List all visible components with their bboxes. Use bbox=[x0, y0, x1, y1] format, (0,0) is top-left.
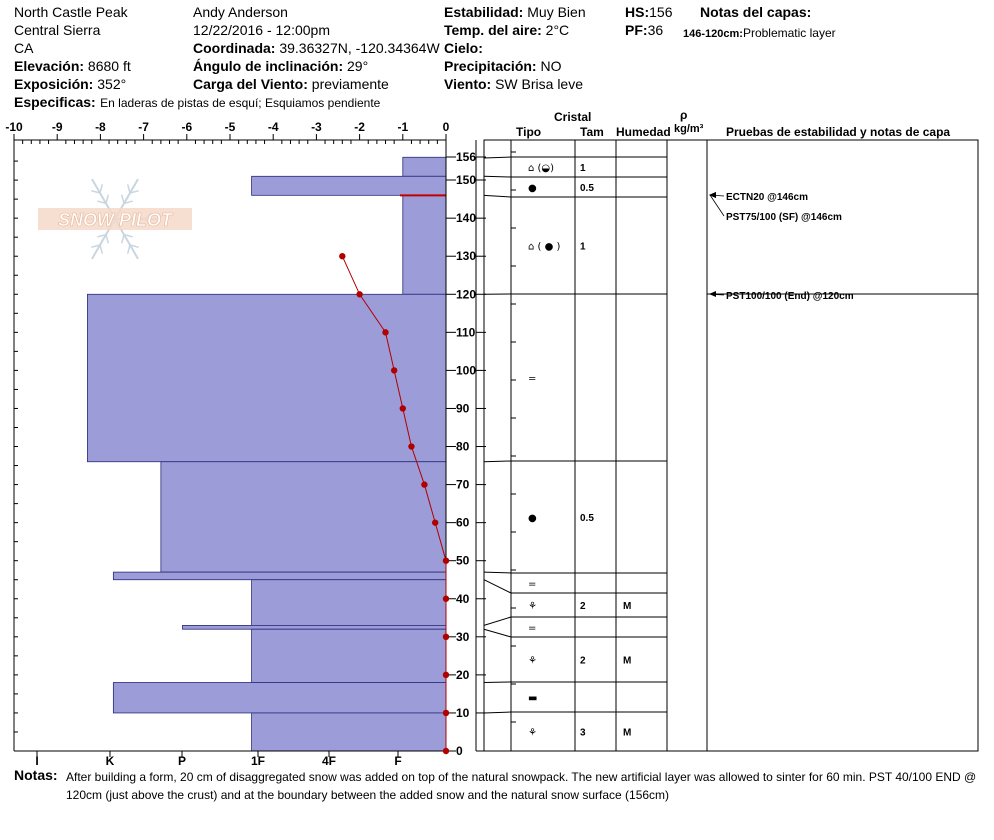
pf-label: PF: bbox=[625, 22, 648, 38]
logo-text: SNOW PILOT bbox=[58, 210, 172, 230]
layer-crystal-size: 2 bbox=[580, 601, 586, 612]
hardness-bar bbox=[161, 462, 446, 572]
tests-header: Pruebas de estabilidad y notas de capa bbox=[726, 125, 951, 139]
coordinates-label: Coordinada: bbox=[193, 40, 276, 56]
hardness-tick-label: F bbox=[394, 754, 402, 768]
layer-connector bbox=[484, 629, 511, 637]
elevation-value: 8680 ft bbox=[87, 58, 131, 74]
hardness-tick-label: 1F bbox=[250, 754, 266, 768]
incline-label: Ángulo de inclinación: bbox=[193, 58, 344, 74]
height-tick-label: 120 bbox=[456, 287, 477, 302]
temp-tick-label: -1 bbox=[397, 120, 409, 134]
temp-tick-label: -3 bbox=[311, 120, 322, 134]
layer-crystal-type: ⚘ bbox=[528, 601, 537, 612]
hardness-bar bbox=[113, 682, 446, 712]
layer-connector bbox=[484, 617, 511, 625]
height-tick-label: 150 bbox=[456, 173, 477, 187]
hardness-bar bbox=[113, 572, 446, 580]
layer-connector bbox=[484, 176, 511, 177]
wind-load-label: Carga del Viento: bbox=[193, 76, 308, 92]
height-tick-label: 30 bbox=[456, 629, 470, 644]
date-time: 12/22/2016 - 12:00pm bbox=[193, 22, 330, 38]
temperature-point bbox=[443, 710, 449, 716]
snowflake-branch bbox=[106, 195, 108, 204]
hardness-bar bbox=[403, 157, 446, 176]
layer-connector bbox=[484, 157, 511, 158]
hs-value: 156 bbox=[649, 4, 673, 20]
temperature-point bbox=[421, 481, 427, 487]
temperature-point bbox=[443, 748, 449, 754]
stability-test-label: PST75/100 (SF) @146cm bbox=[726, 212, 842, 223]
temperature-point bbox=[432, 519, 438, 525]
temperature-point bbox=[443, 634, 449, 640]
layer-note-text: Problematic layer bbox=[742, 26, 836, 40]
wind-load-value: previamente bbox=[311, 76, 389, 92]
height-tick-label: 110 bbox=[456, 325, 476, 340]
sky-label: Cielo: bbox=[444, 40, 483, 56]
hardness-bar bbox=[252, 629, 446, 682]
stability-label: Estabilidad: bbox=[444, 4, 524, 20]
snowflake-branch bbox=[122, 235, 124, 244]
state: CA bbox=[14, 40, 34, 56]
temp-tick-label: -7 bbox=[138, 120, 149, 134]
layer-crystal-size: 0.5 bbox=[580, 513, 594, 524]
notes-label: Notas: bbox=[14, 767, 58, 783]
layer-crystal-type: ⌂ ( ● ) bbox=[528, 241, 561, 253]
hardness-tick-label: P bbox=[177, 754, 187, 768]
layer-crystal-type: = bbox=[528, 579, 537, 590]
layer-crystal-type: ⌂ (◒) bbox=[528, 163, 555, 174]
height-tick-label: 0 bbox=[456, 744, 463, 758]
stability-test-pointer bbox=[710, 195, 724, 216]
air-temp-label: Temp. del aire: bbox=[444, 22, 542, 38]
layer-crystal-size: 0.5 bbox=[580, 183, 594, 194]
table-border bbox=[484, 140, 978, 751]
layer-crystal-size: 1 bbox=[580, 163, 586, 174]
temperature-point bbox=[443, 672, 449, 678]
crystal-header: Cristal bbox=[554, 110, 592, 124]
aspect-label: Exposición: bbox=[14, 76, 94, 92]
specifics-value: En laderas de pistas de esquí; Esquiamos pendiente bbox=[100, 96, 381, 110]
layer-connector bbox=[484, 580, 511, 593]
moisture-header: Humedad bbox=[616, 125, 671, 139]
height-tick-label: 40 bbox=[456, 591, 470, 606]
layer-crystal-size: 3 bbox=[580, 727, 586, 739]
height-tick-label: 100 bbox=[456, 363, 477, 378]
snowflake-branch bbox=[122, 195, 124, 204]
aspect-value: 352° bbox=[97, 76, 127, 92]
temperature-point bbox=[356, 291, 362, 297]
coordinates-value: 39.36327N, -120.34364W bbox=[279, 40, 440, 56]
height-tick-label: 80 bbox=[456, 439, 470, 454]
temperature-point bbox=[443, 558, 449, 564]
location-name: North Castle Peak bbox=[14, 4, 128, 20]
height-tick-label: 10 bbox=[456, 705, 470, 720]
observer: Andy Anderson bbox=[193, 4, 288, 20]
stability-value: Muy Bien bbox=[527, 4, 586, 20]
hardness-profile bbox=[87, 157, 446, 751]
snowflake-branch bbox=[128, 245, 130, 254]
type-header: Tipo bbox=[516, 125, 542, 139]
temperature-point bbox=[443, 596, 449, 602]
air-temp-value: 2°C bbox=[545, 22, 570, 38]
layer-crystal-type: ⚘ bbox=[528, 727, 537, 739]
layer-crystal-type: ▬ bbox=[528, 693, 538, 704]
pf-value: 36 bbox=[647, 22, 664, 38]
snowflake-branch bbox=[106, 235, 108, 244]
precip-label: Precipitación: bbox=[444, 58, 537, 74]
height-tick-label: 156 bbox=[456, 150, 477, 164]
layer-crystal-size: 1 bbox=[580, 241, 586, 253]
layer-crystal-type: ⚘ bbox=[528, 655, 537, 667]
density-unit: kg/m³ bbox=[674, 123, 704, 135]
temp-tick-label: -4 bbox=[267, 120, 279, 134]
notes-text: After building a form, 20 cm of disaggregated snow was added on top of the natural snowpack. The new artificial layer was allowed to sinter for 60 min. PST 40/100 END @ 120cm (just above the crust) and at the boundary between the added snow and the natural snow surface (156cm) bbox=[66, 770, 977, 802]
temperature-point bbox=[382, 329, 388, 335]
precip-value: NO bbox=[540, 58, 562, 74]
temp-tick-label: -2 bbox=[354, 120, 365, 134]
hardness-tick-label: I bbox=[35, 754, 39, 768]
snowflake-branch bbox=[128, 184, 130, 193]
layer-moisture: M bbox=[623, 601, 632, 612]
hardness-tick-label: K bbox=[105, 754, 115, 768]
layer-crystal-type: = bbox=[528, 623, 537, 634]
stability-test-label: ECTN20 @146cm bbox=[726, 192, 809, 203]
stability-tests bbox=[709, 192, 854, 302]
layer-moisture: M bbox=[623, 655, 632, 667]
stability-test-arrow bbox=[709, 291, 716, 297]
stability-test-label: PST100/100 (End) @120cm bbox=[726, 291, 854, 302]
temp-tick-label: -5 bbox=[224, 120, 236, 134]
layer-moisture: M bbox=[623, 727, 632, 739]
temperature-point bbox=[391, 367, 397, 373]
temp-tick-label: -9 bbox=[51, 120, 63, 134]
temperature-point bbox=[408, 443, 414, 449]
layer-notes-label: Notas del capas: bbox=[700, 4, 812, 20]
layer-crystal-type: ● bbox=[528, 513, 537, 524]
layer-crystal-size: 2 bbox=[580, 655, 586, 667]
snowflake-branch bbox=[100, 245, 102, 254]
size-header: Tam bbox=[580, 125, 604, 139]
height-tick-label: 70 bbox=[456, 477, 470, 492]
stability-test-arrow bbox=[709, 192, 716, 198]
elevation-label: Elevación: bbox=[14, 58, 85, 74]
hardness-bar bbox=[252, 713, 446, 751]
layer-crystal-type: ● bbox=[528, 183, 537, 194]
layer-connector bbox=[484, 195, 511, 197]
temp-tick-label: -10 bbox=[5, 120, 23, 134]
snowpilot-logo bbox=[38, 179, 192, 259]
temp-tick-label: 0 bbox=[442, 120, 450, 134]
mountain-range: Central Sierra bbox=[14, 22, 101, 38]
height-tick-label: 20 bbox=[456, 667, 470, 682]
specifics-label: Especificas: bbox=[14, 94, 96, 110]
layer-note-range: 146-120cm: bbox=[683, 28, 743, 40]
height-tick-label: 140 bbox=[456, 211, 477, 226]
layer-crystal-type: = bbox=[528, 373, 537, 385]
temp-tick-label: -8 bbox=[95, 120, 106, 134]
hardness-tick-label: 4F bbox=[321, 754, 337, 768]
wind-value: SW Brisa leve bbox=[495, 76, 584, 92]
density-rho: ρ bbox=[680, 108, 688, 122]
hardness-bar bbox=[403, 195, 446, 294]
hardness-bar bbox=[252, 580, 446, 626]
temp-tick-label: -6 bbox=[181, 120, 193, 134]
temperature-point bbox=[339, 253, 345, 259]
temperature-point bbox=[400, 405, 406, 411]
layer-table bbox=[484, 140, 978, 751]
layer-connector bbox=[484, 712, 511, 713]
hardness-bar bbox=[252, 176, 446, 195]
height-tick-label: 50 bbox=[456, 553, 470, 568]
height-tick-label: 60 bbox=[456, 515, 470, 530]
wind-label: Viento: bbox=[444, 76, 492, 92]
height-tick-label: 130 bbox=[456, 249, 477, 264]
incline-value: 29° bbox=[347, 58, 369, 74]
layer-connector bbox=[484, 572, 511, 573]
height-tick-label: 90 bbox=[456, 401, 470, 416]
snowflake-branch bbox=[100, 184, 102, 193]
hardness-bar bbox=[182, 625, 446, 629]
layer-connector bbox=[484, 461, 511, 462]
hs-label: HS: bbox=[625, 4, 650, 20]
hardness-bar bbox=[87, 294, 446, 461]
